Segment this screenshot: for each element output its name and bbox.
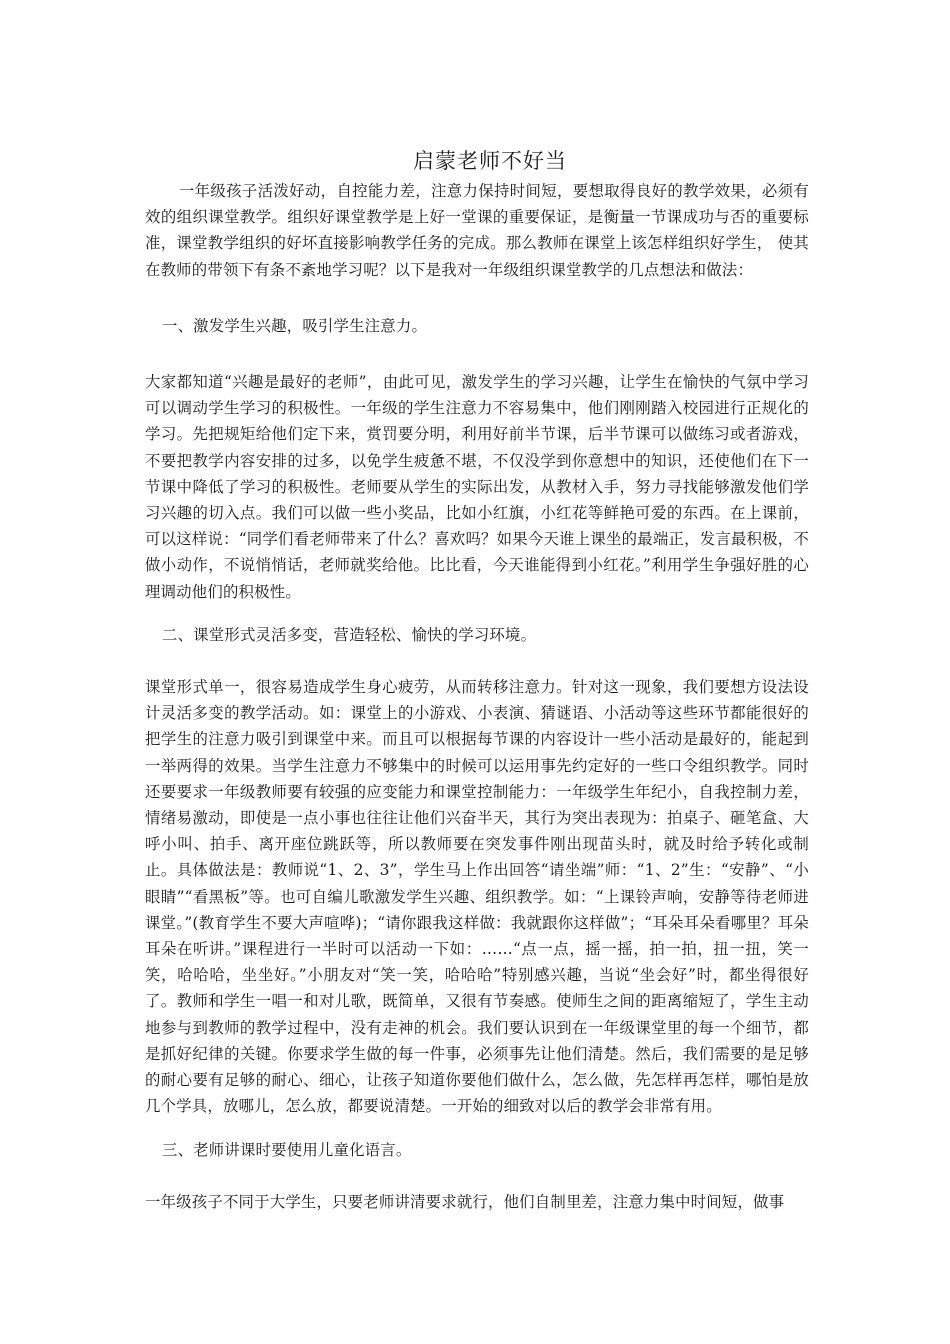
spacer: [145, 339, 809, 369]
document-title: 启蒙老师不好当: [413, 149, 567, 173]
section-body-3: 一年级孩子不同于大学生，只要老师讲清要求就行，他们自制里差，注意力集中时间短，做事: [145, 1192, 785, 1211]
section-body-2: 课堂形式单一，很容易造成学生身心疲劳，从而转移注意力。针对这一现象，我们要想方设法设计灵活多变的教学活动。如：课堂上的小游戏、小表演、猜谜语、小活动等这些环节都能很好的把学生的注意力吸引到课堂中来。而且可以根据每节课的内容设计一些小活动是最好的，能起到一举两得的效果。当学生注意力不够集中的时候可以运用事先约定好的一些口令组织教学。同时还要要求一年级教师要有较强的应变能力和课堂控制能力：一年级学生年纪小，自我控制力差，情绪易激动，即使是一点小事也往往让他们兴奋半天，其行为突出表现为：拍桌子、砸笔盒、大呼小叫、拍手、离开座位跳跃等，所以教师要在突发事件刚出现苗头时，就及时给予转化或制止。具体做法是：教师说“1、2、3”，学生马上作出回答“请坐端”师：“1、2”生：“安静”、“小眼睛”“看黑板”等。也可自编儿歌激发学生兴趣、组织教学。如：“上课铃声响，安静等待老师进课堂。”(教育学生不要大声喧哗)；“请你跟我这样做：我就跟你这样做”；“耳朵耳朵看哪里？耳朵耳朵在听讲。”课程进行一半时可以活动一下如：……“点一点，摇一摇，拍一拍，扭一扭，笑一笑，哈哈哈，坐坐好。”小朋友对“笑一笑，哈哈哈”特别感兴趣，当说“坐会好”时，都坐得很好了。教师和学生一唱一和对儿歌，既简单，又很有节奏感。使师生之间的距离缩短了，学生主动地参与到教师的教学过程中，没有走神的机会。我们要认识到在一年级课堂里的每一个细节，都是抓好纪律的关键。你要求学生做的每一件事，必须事先让他们清楚。然后，我们需要的是足够的耐心要有足够的耐心、细心，让孩子知道你要他们做什么，怎么做，先怎样再怎样，哪怕是放几个学具，放哪儿，怎么放，都要说清楚。一开始的细致对以后的教学会非常有用。: [145, 678, 809, 1116]
spacer: [145, 648, 809, 674]
spacer: [145, 283, 809, 313]
intro-paragraph: 一年级孩子活泼好动，自控能力差，注意力保持时间短，要想取得良好的教学效果，必须有效的组织课堂教学。组织好课堂教学是上好一堂课的重要保证，是衡量一节课成功与否的重要标准，课堂教学组织的好坏直接影响教学任务的完成。那么教师在课堂上该怎样组织好学生， 使其在教师的带领下有条不紊地学习呢？以下是我对一年级组织课堂教学的几点想法和做法：: [145, 182, 809, 279]
section-heading-3: 三、老师讲课时要使用儿童化语言。: [162, 1140, 412, 1159]
spacer: [145, 1163, 809, 1189]
section-heading-1: 一、激发学生兴趣，吸引学生注意力。: [162, 316, 428, 335]
section-heading-2: 二、课堂形式灵活多变，营造轻松、愉快的学习环境。: [162, 625, 537, 644]
spacer: [145, 605, 809, 622]
document-page: [145, 146, 809, 1215]
section-body-1: 大家都知道“兴趣是最好的老师”，由此可见，激发学生的学习兴趣，让学生在愉快的气氛中学习可以调动学生学习的积极性。一年级的学生注意力不容易集中，他们刚刚踏入校园进行正规化的学习。先把规矩给他们定下来，赏罚要分明，利用好前半节课，后半节课可以做练习或者游戏，不要把教学内容安排的过多，以免学生疲惫不堪，不仅没学到你意想中的知识，还使他们在下一节课中降低了学习的积极性。老师要从学生的实际出发，从教材入手，努力寻找能够激发他们学习兴趣的切入点。我们可以做一些小奖品，比如小红旗，小红花等鲜艳可爱的东西。在上课前，可以这样说：“同学们看老师带来了什么？喜欢吗？如果今天谁上课坐的最端正，发言最积极，不做小动作，不说悄悄话，老师就奖给他。比比看，今天谁能得到小红花。”利用学生争强好胜的心理调动他们的积极性。: [145, 373, 809, 601]
spacer: [145, 1120, 809, 1137]
